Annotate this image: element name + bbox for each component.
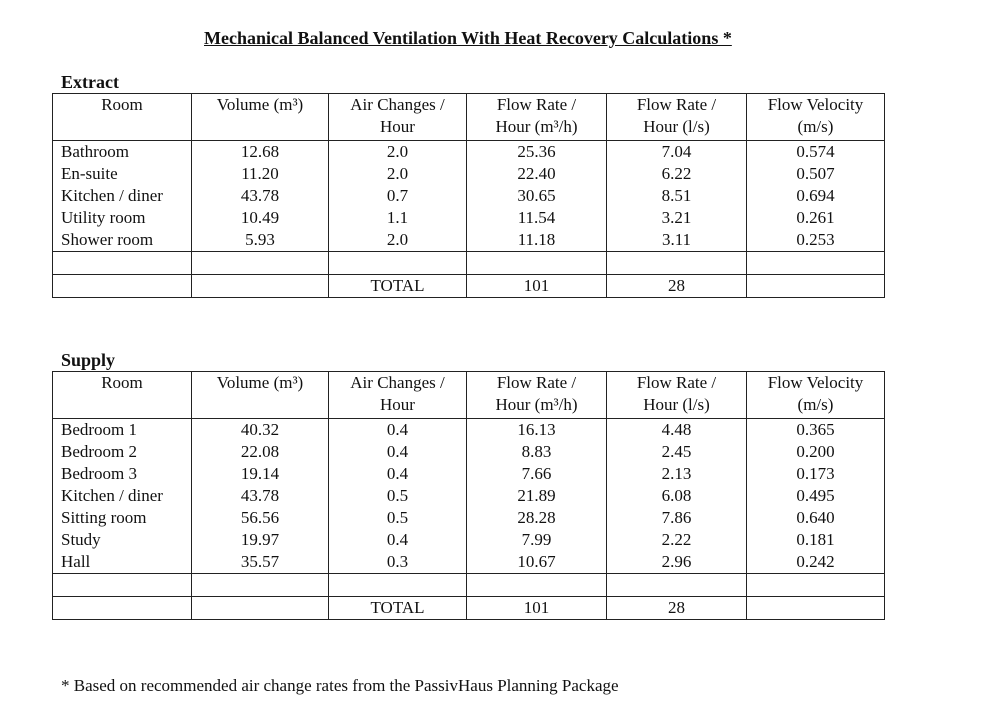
empty-cell [467,252,607,275]
room-column-header: Room [53,94,192,141]
room-column-header: Room [53,372,192,419]
air-changes-cell: 0.4 [329,441,467,463]
room-cell: Bedroom 1 [53,419,192,442]
volume-cell: 5.93 [192,229,329,252]
table-row [53,141,885,164]
air-changes-cell: 1.1 [329,207,467,229]
air-changes-cell: 0.7 [329,185,467,207]
total-row [53,597,885,620]
volume-cell: 35.57 [192,551,329,574]
footnote: * Based on recommended air change rates from the PassivHaus Planning Package [61,676,619,695]
blank-row [53,574,885,597]
volume-cell: 56.56 [192,507,329,529]
flow-rate-m3h-cell: 28.28 [467,507,607,529]
empty-cell [329,574,467,597]
flow-rate-ls-column-header: Flow Rate / Hour (l/s) [607,94,747,141]
air-changes-cell: 0.3 [329,551,467,574]
flow-rate-m3h-cell: 30.65 [467,185,607,207]
empty-cell [607,574,747,597]
flow-rate-ls-cell: 2.96 [607,551,747,574]
supply-header-row [53,372,885,419]
room-cell: Bedroom 3 [53,463,192,485]
empty-cell [192,275,329,298]
flow-velocity-cell: 0.507 [747,163,885,185]
table-row [53,463,885,485]
total-label: TOTAL [329,597,467,620]
air-changes-cell: 0.5 [329,507,467,529]
air-changes-cell: 0.5 [329,485,467,507]
flow-velocity-cell: 0.253 [747,229,885,252]
flow-rate-ls-cell: 6.08 [607,485,747,507]
empty-cell [607,252,747,275]
empty-cell [747,275,885,298]
flow-rate-ls-cell: 7.04 [607,141,747,164]
volume-cell: 22.08 [192,441,329,463]
air-changes-cell: 2.0 [329,163,467,185]
empty-cell [192,574,329,597]
room-cell: Hall [53,551,192,574]
total-label: TOTAL [329,275,467,298]
flow-rate-m3h-cell: 8.83 [467,441,607,463]
flow-rate-ls-cell: 2.13 [607,463,747,485]
flow-rate-m3h-cell: 7.99 [467,529,607,551]
total-row [53,275,885,298]
flow-velocity-cell: 0.640 [747,507,885,529]
total-flow-rate-ls: 28 [607,597,747,620]
room-cell: Shower room [53,229,192,252]
total-flow-rate-m3h: 101 [467,597,607,620]
room-cell: Bedroom 2 [53,441,192,463]
room-cell: Study [53,529,192,551]
volume-cell: 40.32 [192,419,329,442]
flow-rate-m3h-cell: 25.36 [467,141,607,164]
flow-velocity-cell: 0.242 [747,551,885,574]
blank-row [53,252,885,275]
flow-rate-ls-cell: 3.11 [607,229,747,252]
page-title: Mechanical Balanced Ventilation With Heat Recovery Calculations * [204,28,732,48]
flow-rate-ls-column-header: Flow Rate / Hour (l/s) [607,372,747,419]
empty-cell [192,252,329,275]
flow-velocity-cell: 0.574 [747,141,885,164]
table-row [53,529,885,551]
flow-rate-ls-cell: 2.45 [607,441,747,463]
flow-velocity-cell: 0.200 [747,441,885,463]
room-cell: Utility room [53,207,192,229]
flow-rate-ls-cell: 8.51 [607,185,747,207]
flow-rate-m3h-column-header: Flow Rate / Hour (m³/h) [467,94,607,141]
flow-rate-m3h-cell: 7.66 [467,463,607,485]
volume-cell: 10.49 [192,207,329,229]
flow-rate-m3h-cell: 22.40 [467,163,607,185]
room-cell: En-suite [53,163,192,185]
flow-velocity-cell: 0.694 [747,185,885,207]
flow-rate-ls-cell: 3.21 [607,207,747,229]
flow-velocity-cell: 0.181 [747,529,885,551]
flow-velocity-column-header: Flow Velocity (m/s) [747,372,885,419]
air-changes-cell: 0.4 [329,463,467,485]
flow-rate-ls-cell: 7.86 [607,507,747,529]
empty-cell [53,252,192,275]
extract-table [52,93,885,298]
extract-section-title: Extract [61,72,119,92]
flow-rate-m3h-cell: 11.54 [467,207,607,229]
flow-rate-ls-cell: 2.22 [607,529,747,551]
volume-column-header: Volume (m³) [192,372,329,419]
volume-column-header: Volume (m³) [192,94,329,141]
extract-table-body [53,141,885,298]
supply-table-body [53,419,885,620]
flow-rate-m3h-column-header: Flow Rate / Hour (m³/h) [467,372,607,419]
supply-section-title: Supply [61,350,116,370]
volume-cell: 43.78 [192,185,329,207]
table-row [53,207,885,229]
table-row [53,551,885,574]
flow-rate-ls-cell: 4.48 [607,419,747,442]
flow-rate-m3h-cell: 11.18 [467,229,607,252]
volume-cell: 11.20 [192,163,329,185]
room-cell: Sitting room [53,507,192,529]
volume-cell: 43.78 [192,485,329,507]
table-row [53,507,885,529]
total-flow-rate-ls: 28 [607,275,747,298]
flow-velocity-column-header: Flow Velocity (m/s) [747,94,885,141]
air-changes-column-header: Air Changes / Hour [329,94,467,141]
total-flow-rate-m3h: 101 [467,275,607,298]
table-row [53,419,885,442]
empty-cell [53,574,192,597]
table-row [53,163,885,185]
table-row [53,485,885,507]
air-changes-cell: 0.4 [329,419,467,442]
flow-velocity-cell: 0.261 [747,207,885,229]
supply-table [52,371,885,620]
flow-rate-m3h-cell: 10.67 [467,551,607,574]
air-changes-column-header: Air Changes / Hour [329,372,467,419]
flow-rate-ls-cell: 6.22 [607,163,747,185]
empty-cell [192,597,329,620]
empty-cell [467,574,607,597]
room-cell: Bathroom [53,141,192,164]
flow-rate-m3h-cell: 21.89 [467,485,607,507]
room-cell: Kitchen / diner [53,485,192,507]
air-changes-cell: 2.0 [329,141,467,164]
extract-header-row [53,94,885,141]
table-row [53,185,885,207]
volume-cell: 19.97 [192,529,329,551]
empty-cell [747,574,885,597]
room-cell: Kitchen / diner [53,185,192,207]
empty-cell [747,252,885,275]
flow-velocity-cell: 0.173 [747,463,885,485]
table-row [53,229,885,252]
empty-cell [53,275,192,298]
empty-cell [329,252,467,275]
empty-cell [53,597,192,620]
empty-cell [747,597,885,620]
volume-cell: 12.68 [192,141,329,164]
volume-cell: 19.14 [192,463,329,485]
air-changes-cell: 0.4 [329,529,467,551]
table-row [53,441,885,463]
flow-velocity-cell: 0.495 [747,485,885,507]
flow-velocity-cell: 0.365 [747,419,885,442]
flow-rate-m3h-cell: 16.13 [467,419,607,442]
air-changes-cell: 2.0 [329,229,467,252]
